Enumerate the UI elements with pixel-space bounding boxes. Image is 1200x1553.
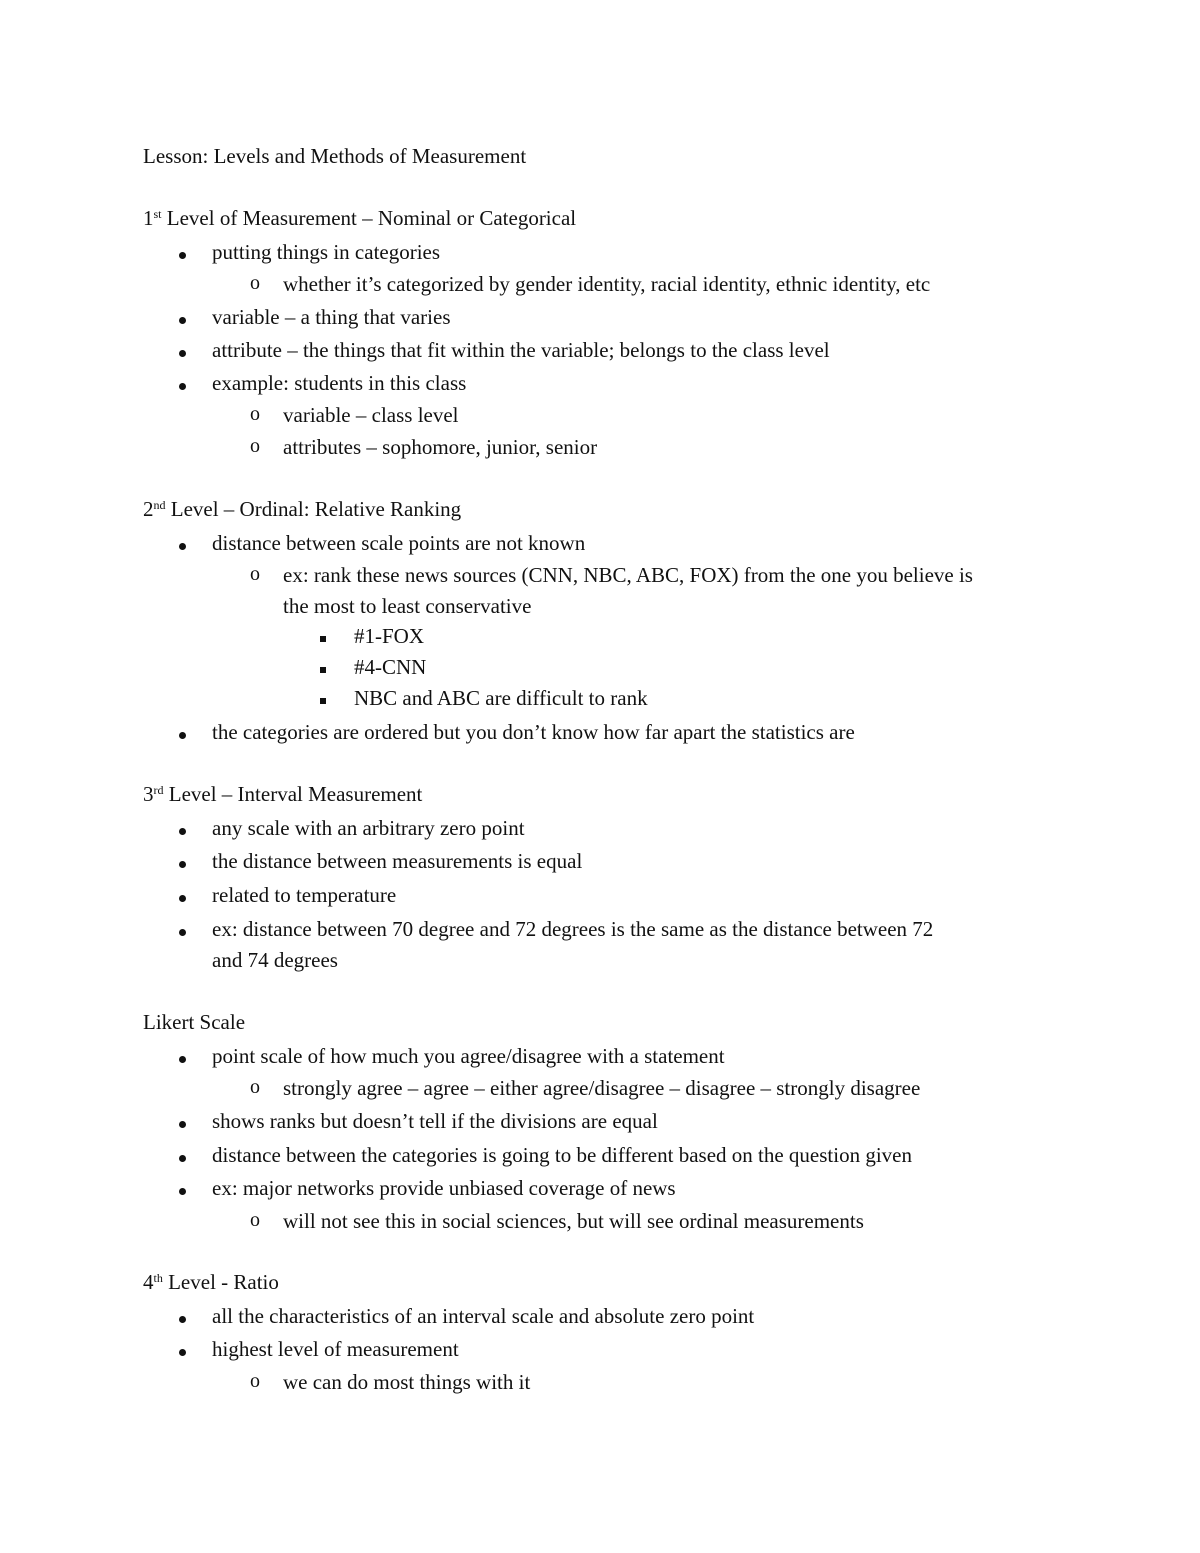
list-subsubitem: #1-FOX (354, 624, 425, 648)
list-subitem: strongly agree – agree – either agree/disagree – disagree – strongly disagree (283, 1076, 921, 1100)
list-item: shows ranks but doesn’t tell if the divisions are equal (212, 1109, 658, 1133)
list-item: variable – a thing that varies (212, 305, 451, 329)
bullet-disc (172, 1112, 192, 1133)
list-item: distance between the categories is going to be different based on the question given (212, 1143, 912, 1167)
list-item: the categories are ordered but you don’t know how far apart the statistics are (212, 720, 855, 744)
bullet-square (313, 658, 333, 679)
bullet-circle: o (250, 563, 260, 585)
bullet-disc (172, 374, 192, 395)
bullet-disc (172, 1179, 192, 1200)
bullet-circle: o (250, 403, 260, 425)
bullet-disc (172, 723, 192, 744)
bullet-circle: o (250, 1370, 260, 1392)
list-item: highest level of measurement (212, 1337, 459, 1361)
list-subitem-continued: the most to least conservative (283, 594, 532, 618)
bullet-disc (172, 920, 192, 941)
list-subitem: whether it’s categorized by gender identity, racial identity, ethnic identity, etc (283, 272, 931, 296)
bullet-disc (172, 1340, 192, 1361)
bullet-disc (172, 308, 192, 329)
list-item: point scale of how much you agree/disagree with a statement (212, 1044, 725, 1068)
section-heading-ratio: 4th Level - Ratio (143, 1270, 279, 1294)
bullet-disc (172, 243, 192, 264)
list-item: ex: major networks provide unbiased coverage of news (212, 1176, 676, 1200)
section-heading-likert: Likert Scale (143, 1010, 246, 1034)
bullet-disc (172, 1307, 192, 1328)
list-item: attribute – the things that fit within the variable; belongs to the class level (212, 338, 830, 362)
bullet-disc (172, 534, 192, 555)
bullet-circle: o (250, 435, 260, 457)
list-subitem: variable – class level (283, 403, 459, 427)
section-heading-nominal: 1st Level of Measurement – Nominal or Categorical (143, 206, 577, 230)
list-item: putting things in categories (212, 240, 441, 264)
bullet-circle: o (250, 1209, 260, 1231)
lesson-title: Lesson: Levels and Methods of Measurement (143, 144, 527, 168)
list-item: all the characteristics of an interval scale and absolute zero point (212, 1304, 755, 1328)
list-item: any scale with an arbitrary zero point (212, 816, 525, 840)
bullet-disc (172, 1047, 192, 1068)
section-heading-interval: 3rd Level – Interval Measurement (143, 782, 423, 806)
list-subitem: attributes – sophomore, junior, senior (283, 435, 598, 459)
bullet-square (313, 689, 333, 710)
list-subsubitem: #4-CNN (354, 655, 427, 679)
bullet-disc (172, 819, 192, 840)
bullet-disc (172, 886, 192, 907)
bullet-disc (172, 1146, 192, 1167)
list-subitem: ex: rank these news sources (CNN, NBC, ABC, FOX) from the one you believe is (283, 563, 973, 587)
section-heading-ordinal: 2nd Level – Ordinal: Relative Ranking (143, 497, 462, 521)
list-subitem: will not see this in social sciences, but will see ordinal measurements (283, 1209, 864, 1233)
bullet-disc (172, 341, 192, 362)
list-item: example: students in this class (212, 371, 467, 395)
list-item: the distance between measurements is equal (212, 849, 583, 873)
bullet-circle: o (250, 272, 260, 294)
list-item: ex: distance between 70 degree and 72 degrees is the same as the distance between 72 (212, 917, 934, 941)
list-subsubitem: NBC and ABC are difficult to rank (354, 686, 648, 710)
list-subitem: we can do most things with it (283, 1370, 531, 1394)
bullet-circle: o (250, 1076, 260, 1098)
bullet-disc (172, 852, 192, 873)
list-item: distance between scale points are not known (212, 531, 586, 555)
list-item: related to temperature (212, 883, 397, 907)
list-item-continued: and 74 degrees (212, 948, 338, 972)
bullet-square (313, 627, 333, 648)
